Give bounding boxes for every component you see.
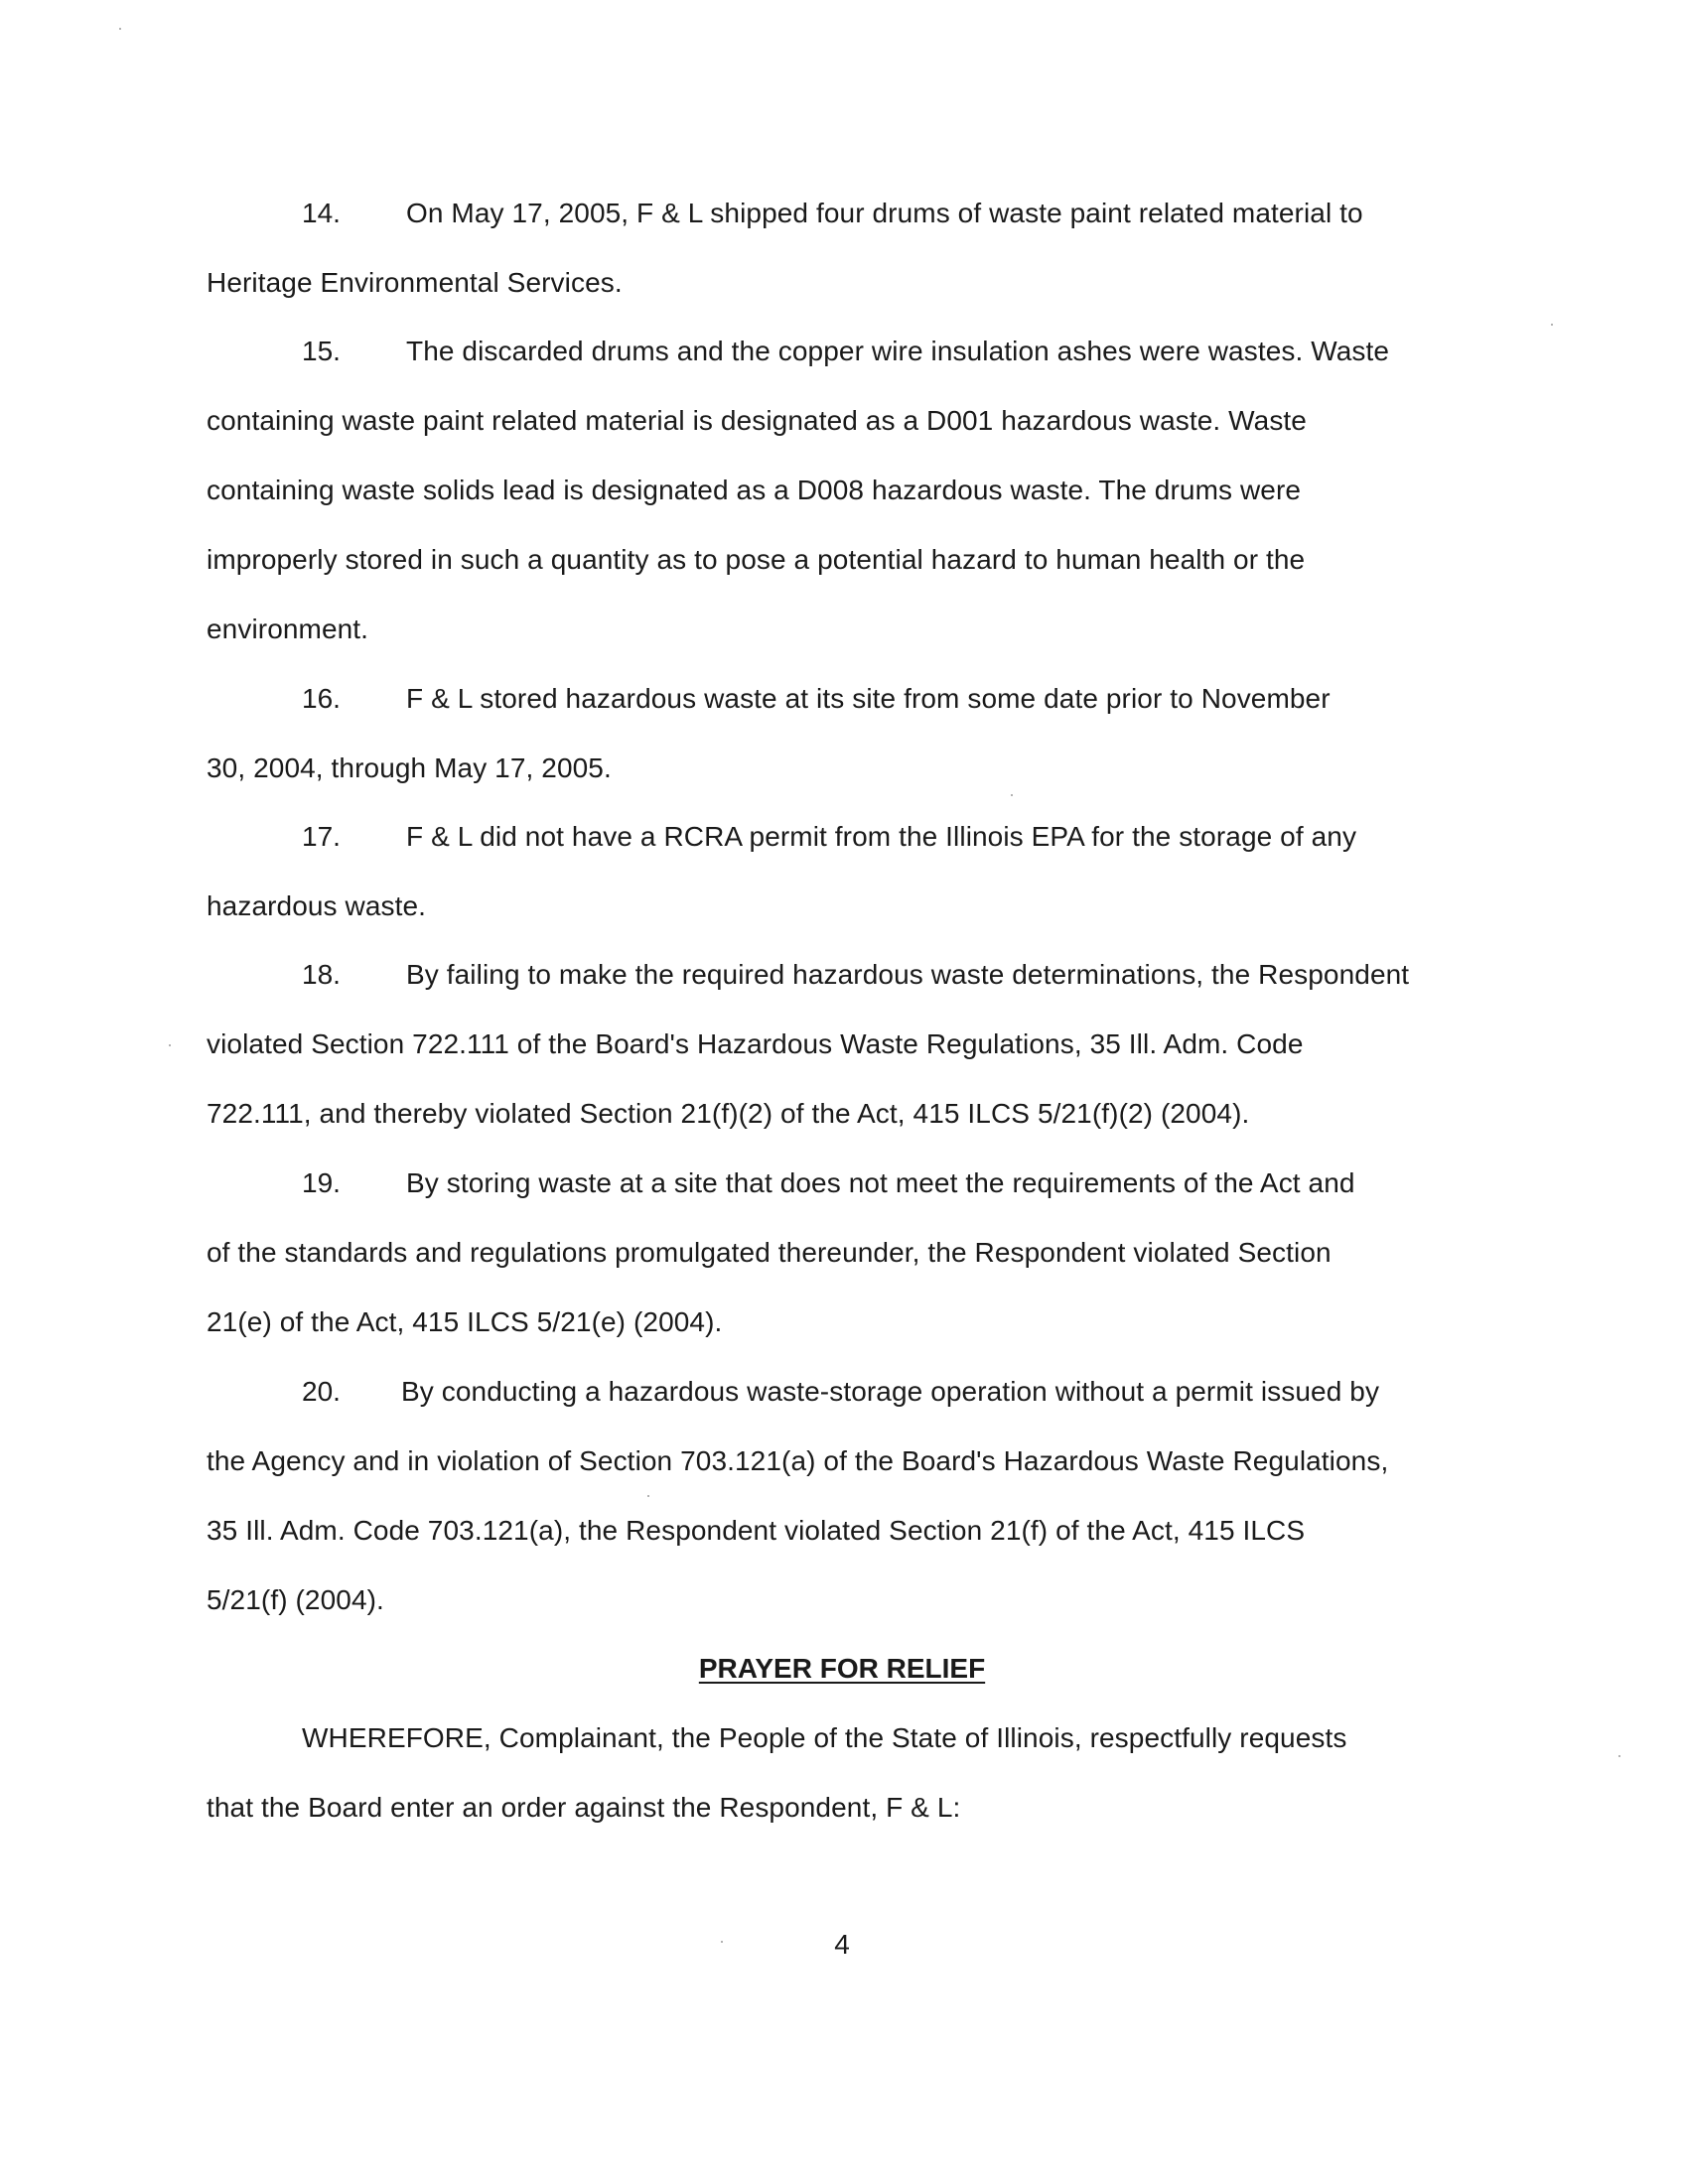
paragraph-line: 35 Ill. Adm. Code 703.121(a), the Respondent violated Section 21(f) of the Act, 415 ILCS bbox=[207, 1515, 1306, 1546]
paragraph-line: WHEREFORE, Complainant, the People of the State of Illinois, respectfully requests bbox=[302, 1722, 1347, 1753]
paragraph-number: 14. bbox=[302, 198, 341, 228]
paragraph-line: The discarded drums and the copper wire insulation ashes were wastes. Waste bbox=[406, 336, 1390, 366]
paragraph-line: Heritage Environmental Services. bbox=[207, 267, 623, 298]
scan-speck bbox=[1618, 1755, 1620, 1757]
page-number: 4 bbox=[834, 1929, 850, 1960]
paragraph-line: F & L stored hazardous waste at its site from some date prior to November bbox=[406, 683, 1331, 714]
scan-speck bbox=[169, 1044, 171, 1046]
scan-speck bbox=[1551, 324, 1553, 326]
paragraph-line: F & L did not have a RCRA permit from the Illinois EPA for the storage of any bbox=[406, 821, 1357, 852]
paragraph-line: of the standards and regulations promulgated thereunder, the Respondent violated Section bbox=[207, 1237, 1332, 1268]
paragraph-line: 30, 2004, through May 17, 2005. bbox=[207, 752, 612, 783]
paragraph-number: 20. bbox=[302, 1376, 341, 1407]
paragraph-line: By failing to make the required hazardous waste determinations, the Respondent bbox=[406, 959, 1410, 990]
paragraph-line: By storing waste at a site that does not meet the requirements of the Act and bbox=[406, 1167, 1355, 1198]
paragraph-line: By conducting a hazardous waste-storage operation without a permit issued by bbox=[401, 1376, 1380, 1407]
paragraph-line: environment. bbox=[207, 614, 369, 644]
scan-speck bbox=[1011, 794, 1013, 796]
paragraph-line: 21(e) of the Act, 415 ILCS 5/21(e) (2004). bbox=[207, 1306, 723, 1337]
paragraph-number: 15. bbox=[302, 336, 341, 366]
paragraph-number: 19. bbox=[302, 1167, 341, 1198]
scan-speck bbox=[119, 28, 121, 30]
paragraph-line: 5/21(f) (2004). bbox=[207, 1584, 384, 1615]
scan-speck bbox=[721, 1941, 723, 1943]
paragraph-line: containing waste solids lead is designated as a D008 hazardous waste. The drums were bbox=[207, 475, 1302, 505]
paragraph-number: 17. bbox=[302, 821, 341, 852]
paragraph-line: 722.111, and thereby violated Section 21(f)(2) of the Act, 415 ILCS 5/21(f)(2) (2004). bbox=[207, 1098, 1250, 1129]
paragraph-line: On May 17, 2005, F & L shipped four drums of waste paint related material to bbox=[406, 198, 1363, 228]
paragraph-line: improperly stored in such a quantity as to pose a potential hazard to human health or the bbox=[207, 544, 1306, 575]
section-heading: PRAYER FOR RELIEF bbox=[698, 1653, 986, 1684]
paragraph-number: 16. bbox=[302, 683, 341, 714]
paragraph-line: that the Board enter an order against the Respondent, F & L: bbox=[207, 1792, 961, 1823]
paragraph-line: violated Section 722.111 of the Board's Hazardous Waste Regulations, 35 Ill. Adm. Code bbox=[207, 1028, 1304, 1059]
paragraph-line: hazardous waste. bbox=[207, 890, 427, 921]
paragraph-line: the Agency and in violation of Section 703.121(a) of the Board's Hazardous Waste Regulations, bbox=[207, 1445, 1389, 1476]
scan-speck bbox=[647, 1495, 649, 1497]
paragraph-number: 18. bbox=[302, 959, 341, 990]
paragraph-line: containing waste paint related material is designated as a D001 hazardous waste. Waste bbox=[207, 405, 1307, 436]
